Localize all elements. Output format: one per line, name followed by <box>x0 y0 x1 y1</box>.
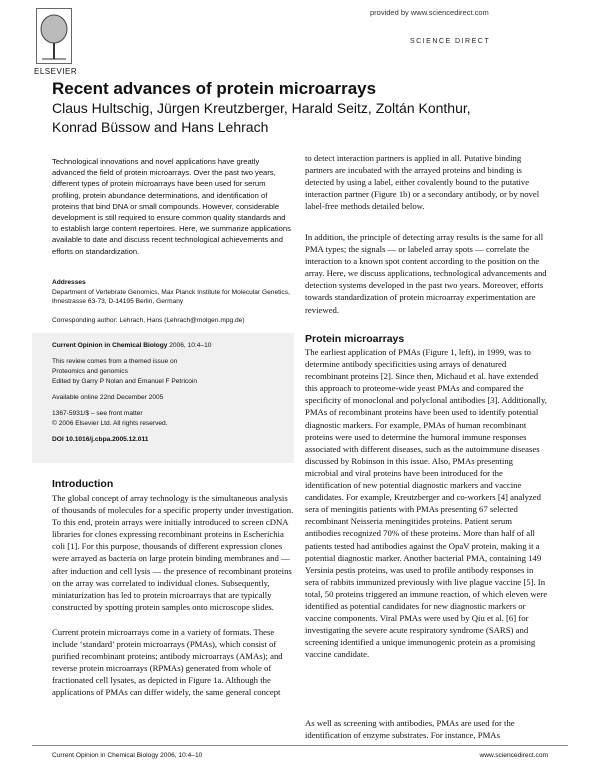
themed-issue-line: This review comes from a themed issue on <box>52 358 178 365</box>
right-paragraph-4 <box>305 717 548 741</box>
intro-paragraph-2 <box>52 626 295 699</box>
provided-by-text: provided by www.sciencedirect.com <box>370 8 489 17</box>
copyright-line: © 2006 Elsevier Ltd. All rights reserved. <box>52 420 168 427</box>
right-paragraph-1 <box>305 152 548 212</box>
doi-link[interactable]: DOI 10.1016/j.cbpa.2005.12.011 <box>52 436 149 443</box>
right-paragraph-2 <box>305 231 548 316</box>
address-text: Department of Vertebrate Genomics, Max Planck Institute for Molecular Genetics, Ihnestrasse 63-73, D-14195 Berlin, Germany <box>52 288 290 306</box>
intro-p1-text: The global concept of array technology is the simultaneous analysis of thousands of molecules for a specific property under investigation. To this end, protein arrays were initially introduced to screen cDNA libraries for clones expressing recombinant proteins in Escherichia coli [1]. For this purpose, thousands of different expression clones were arrayed as bacteria on large protein binding membranes and — after induction and cell lysis — the presence of recombinant proteins on the array was correlated to individual clones. Subsequently, miniaturization has led to protein microarrays that are typically constructed by spotting protein samples onto microscope slides. <box>52 493 294 612</box>
protein-microarrays-heading: Protein microarrays <box>305 333 405 345</box>
author-list: Claus Hultschig, Jürgen Kreutzberger, Harald Seitz, Zoltán Konthur, Konrad Büssow and Hans Lehrach <box>52 100 471 135</box>
right-paragraph-3 <box>305 346 548 660</box>
footer-website[interactable]: www.sciencedirect.com <box>479 752 548 759</box>
right-p1-text: to detect interaction partners is applied in all. Putative binding partners are incubated with the arrayed proteins and binding is detected by using a label, either covalently bound to the putative interaction partner (Figure 1b) or a secondary antibody, or by novel label-free methods detailed below. <box>305 153 540 212</box>
right-p2-text: In addition, the principle of detecting array results is the same for all PMA types; the signals — or labeled array spots — correlate the interaction to a known spot content according to the position on the array. Here, we discuss applications, technological advancements and detection systems developed in the past two years. Moreover, efforts towards standardization of protein microarray experimentation are reviewed. <box>305 232 547 315</box>
article-info-box <box>32 333 294 463</box>
right-p3-text: The earliest application of PMAs (Figure 1, left), in 1999, was to determine antibody specificities using arrays of denatured recombinant proteins [2]. Since then, Michaud et al. have extended this approach to proteome-wide yeast PMAs and compared the specificity of monoclonal and polyclonal antibodies [3]. Additionally, PMAs of recombinant proteins have been used to identify potential diagnostic markers. For example, PMAs of human recombinant proteins were used to determine the humoral immune responses associated with different diseases, such as the autoimmune diseases discussed by Robinson in this issue. Also, PMAs presenting microbial and viral proteins have been introduced for the identification of new potential diagnostic markers and vaccine candidates. For example, Kreutzberger and co-workers [4] analyzed sera of meningitis patients with PMAs presenting 67 selected recombinant Neisseria meningitides proteins. Patient serum antibodies recognized 70% of these proteins. More than half of all patients tested had antibodies against the OpaV protein, making it a potential diagnostic marker. Another bacterial PMA, containing 149 Yersinia pestis proteins, was used to profile antibody responses in sera of rabbits immunized previously with live plague vaccine [5]. In total, 50 proteins triggered an immune reaction, of which eleven were identified as potential candidates for new diagnostic markers or vaccine components. Viral PMAs were used by Qiu et al. [6] for investigating the severe acute respiratory syndrome (SARS) and screening identified a unique immunogenic protein as a promising vaccine candidate. <box>305 347 548 660</box>
addresses-heading: Addresses <box>52 279 86 286</box>
right-p4-text: As well as screening with antibodies, PMAs are used for the identification of enzyme substrates. For instance, PMAs <box>305 718 515 741</box>
available-online: Available online 22nd December 2005 <box>52 394 164 401</box>
footer-divider <box>32 745 568 746</box>
intro-p2-text: Current protein microarrays come in a variety of formats. These include ‘standard’ protein microarrays (PMAs), which consist of purified recombinant proteins; antibody microarrays (AMAs); and reverse protein microarrays (RPMAs) generated from whole of fractionated cell lysates, as depicted in Figure 1a. Although the applications of PMAs can differ widely, the same general concept <box>52 627 283 698</box>
editors-line: Edited by Garry P Nolan and Emanuel F Petricoin <box>52 378 198 385</box>
publisher-name: ELSEVIER <box>34 67 78 76</box>
citation: 2006, 10:4–10 <box>169 342 212 349</box>
themed-issue-topic: Proteomics and genomics <box>52 368 128 375</box>
abstract: Technological innovations and novel applications have greatly advanced the field of protein microarrays. Over the past two years, different types of protein microarrays have been used for serum profiling, protein abundance determinations, and identification of proteins that bind DNA or small compounds. However, considerable development is still required to ensure common quality standards and to establish large content repertoires. Here, we summarize applications available to date and discuss recent technological achievements and efforts on standardization. <box>52 157 291 256</box>
corresponding-author: Corresponding author: Lehrach, Hans (Lehrach@molgen.mpg.de) <box>52 317 245 324</box>
article-title: Recent advances of protein microarrays <box>52 79 377 98</box>
journal-name: Current Opinion in Chemical Biology <box>52 342 168 349</box>
sciencedirect-logo-text: SCIENCE DIRECT <box>410 38 491 45</box>
elsevier-tree-logo <box>36 8 72 64</box>
issn-line: 1367-5931/$ – see front matter <box>52 410 143 417</box>
footer-journal: Current Opinion in Chemical Biology 2006, 10:4–10 <box>52 752 203 759</box>
sciencedirect-logo <box>410 38 490 45</box>
addresses <box>52 278 292 307</box>
introduction-heading: Introduction <box>52 478 114 490</box>
intro-paragraph-1 <box>52 492 295 613</box>
